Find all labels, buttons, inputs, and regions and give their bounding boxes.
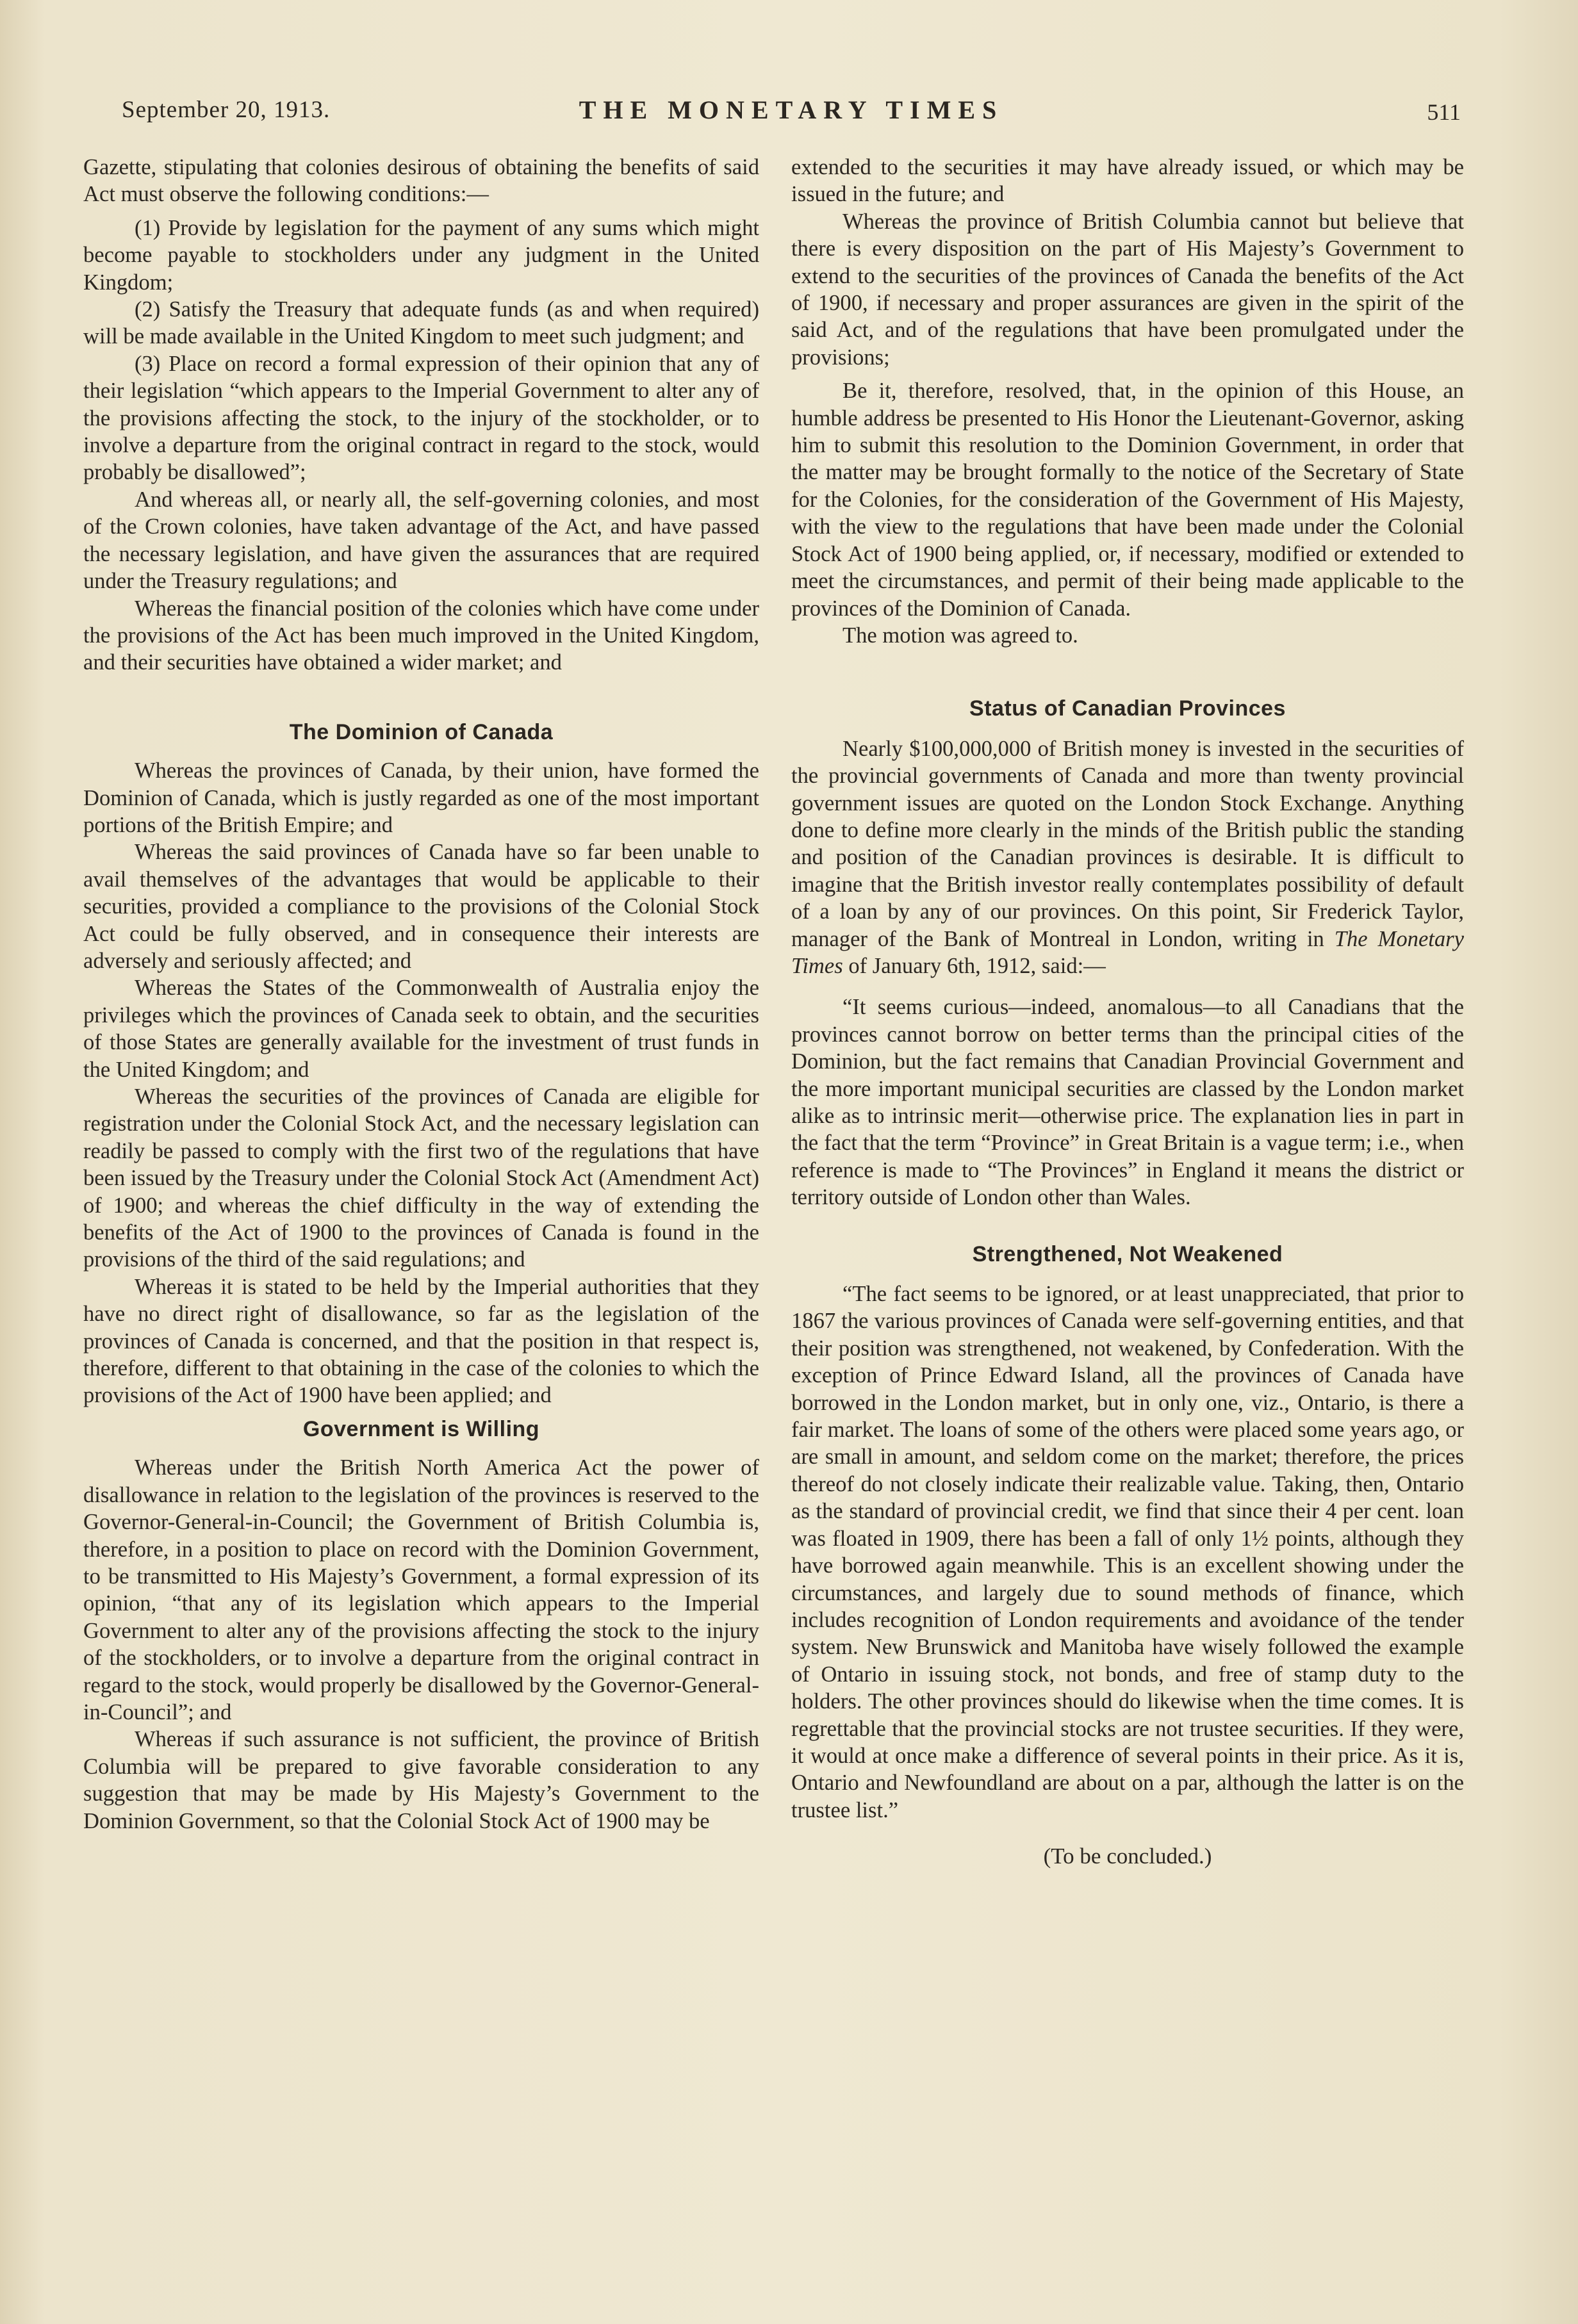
paragraph: Gazette, stipulating that colonies desirous of obtaining the benefits of said Act must observe the following conditions:—	[83, 155, 759, 207]
paragraph: extended to the securities it may have already issued, or which may be issued in the future; and	[791, 155, 1464, 207]
paragraph-text: of January 6th, 1912, said:—	[842, 953, 1106, 978]
paragraph: The motion was agreed to.	[842, 623, 1078, 648]
paragraph-text: Nearly $100,000,000 of British money is invested in the securities of the provincial governments of Canada and more than twenty provincial government issues are quoted on the London Stock Exchange. Anything done to define more clearly in the minds of the British public the standing and position of the Canadian provinces is desirable. It is difficult to imagine that the British investor really contemplates possibility of default of a loan by any of our provinces. On this point, Sir Frederick Taylor, manager of the Bank of Montreal in London, writing in	[791, 736, 1464, 951]
paragraph: Be it, therefore, resolved, that, in the opinion of this House, an humble address be presented to His Honor the Lieutenant-Governor, asking him to submit this resolution to the Dominion Government, in order that the matter may be brought formally to the notice of the Secretary of State for the Colonies, for the consideration of the Government of His Majesty, with the view to the regulations that have been made under the Colonial Stock Act of 1900 being applied, or, if necessary, modified or extended to meet the circumstances, and permit of their being made applicable to the provinces of the Dominion of Canada.	[791, 379, 1464, 621]
paragraph: Whereas under the British North America Act the power of disallowance in relation to the legislation of the provinces is reserved to the Governor-General-in-Council; the Government of British Columbia is, therefore, in a position to place on record with the Dominion Government, to be transmitted to His Majesty’s Government, a formal expression of its opinion, “that any of its legislation which appears to the Imperial Government to alter any of the provisions affecting the stock to the injury of the stockholders, or to involve a departure from the original contract in regard to the stock, would properly be disallowed by the Governor-General-in-Council”; and	[83, 1455, 759, 1724]
paragraph: (1) Provide by legislation for the payment of any sums which might become payable to stockholders under any judgment in the United Kingdom;	[83, 215, 759, 295]
paragraph: (2) Satisfy the Treasury that adequate funds (as and when required) will be made available in the United Kingdom to meet such judgment; and	[83, 297, 759, 349]
paragraph	[791, 735, 1464, 980]
issue-date: September 20, 1913.	[122, 97, 331, 123]
page-number: 511	[1427, 99, 1461, 125]
left-column	[83, 154, 759, 1835]
quoted-paragraph: “It seems curious—indeed, anomalous—to all Canadians that the provinces cannot borrow on better terms than the principal cities of the Dominion, but the fact remains that Canadian Provincial Government and the more important municipal securities are classed by the London market alike as to intrinsic merit—otherwise price. The explanation lies in part in the fact that the term “Province” in Great Britain is a vague term; i.e., when reference is made to “The Provinces” in England it means the district or territory outside of London other than Wales.	[791, 995, 1464, 1210]
page-header	[122, 96, 1461, 141]
paragraph: Whereas the financial position of the colonies which have come under the provisions of the Act has been much improved in the United Kingdom, and their securities have obtained a wider market; and	[83, 596, 759, 675]
publication-title: THE MONETARY TIMES	[579, 95, 1004, 124]
section-heading: Government is Willing	[302, 1416, 540, 1441]
paragraph: Whereas the said provinces of Canada have so far been unable to avail themselves of the advantages that would be applicable to their securities, provided a compliance to the provisions of the Colonial Stock Act could be fully observed, and in consequence their interests are adversely and seriously affected; and	[83, 840, 759, 973]
paragraph: And whereas all, or nearly all, the self-governing colonies, and most of the Crown colonies, have taken advantage of the Act, and have passed the necessary legislation, and have given the assurances that are required under the Treasury regulations; and	[83, 487, 759, 594]
right-column	[791, 154, 1464, 1870]
quoted-paragraph: “The fact seems to be ignored, or at least unappreciated, that prior to 1867 the various provinces of Canada were self-governing entities, and that their position was strengthened, not weakened, by Confederation. With the exception of Prince Edward Island, all the provinces of Canada have borrowed in the London market, but in only one, viz., Ontario, is there a fair market. The loans of some of the others were placed some years ago, or are small in amount, and seldom come on the market; therefore, the prices thereof do not closely indicate their realizable value. Taking, then, Ontario as the standard of provincial credit, we find that since their 4 per cent. loan was floated in 1909, there has been a fall of only 1½ points, although they have borrowed again meanwhile. This is an excellent showing under the circumstances, and largely due to sound methods of finance, which includes recognition of London requirements and avoidance of the tender system. New Brunswick and Manitoba have wisely followed the example of Ontario in issuing stock, not bonds, and free of stamp duty to the holders. The other provinces should do likewise when the time comes. It is regrettable that the provincial stocks are not trustee securities. If they were, it would at once make a difference of several points in their price. As it is, Ontario and Newfoundland are about on a par, although the latter is on the trustee list.”	[791, 1282, 1464, 1822]
paragraph: (3) Place on record a formal expression of their opinion that any of their legislation “which appears to the Imperial Government to alter any of the provisions affecting the stock, to the injury of the stockholder, or to involve a departure from the original contract in regard to the stock, would probably be disallowed”;	[83, 351, 759, 485]
section-heading: Status of Canadian Provinces	[969, 696, 1286, 721]
paragraph: Whereas the securities of the provinces of Canada are eligible for registration under the Colonial Stock Act, and the necessary legislation can readily be passed to comply with the first two of the regulations that have been issued by the Treasury under the Colonial Stock Act (Amendment Act) of 1900; and whereas the chief difficulty in the way of extending the benefits of the Act of 1900 to the provinces of Canada is found in the provisions of the third of the said regulations; and	[83, 1084, 759, 1272]
continuation-note: (To be concluded.)	[1043, 1844, 1212, 1869]
section-heading: The Dominion of Canada	[289, 719, 554, 744]
paragraph: Whereas the provinces of Canada, by their union, have formed the Dominion of Canada, which is justly regarded as one of the most important portions of the British Empire; and	[83, 758, 759, 837]
paragraph: Whereas the States of the Commonwealth of Australia enjoy the privileges which the provinces of Canada seek to obtain, and the securities of those States are generally available for the investment of trust funds in the United Kingdom; and	[83, 976, 759, 1082]
paragraph: Whereas the province of British Columbia cannot but believe that there is every disposition on the part of His Majesty’s Government to extend to the securities of the provinces of Canada the benefits of the Act of 1900, if necessary and proper assurances are given in the spirit of the said Act, and of the regulations that have been promulgated under the provisions;	[791, 209, 1464, 370]
paragraph: Whereas it is stated to be held by the Imperial authorities that they have no direct right of disallowance, so far as the legislation of the provinces of Canada is concerned, and that the position in that respect is, therefore, different to that obtaining in the case of the colonies to which the provisions of the Act of 1900 have been applied; and	[83, 1274, 759, 1408]
paragraph: Whereas if such assurance is not sufficient, the province of British Columbia will be prepared to give favorable consideration to any suggestion that may be made by His Majesty’s Government to the Dominion Government, so that the Colonial Stock Act of 1900 may be	[83, 1727, 759, 1833]
section-heading: Strengthened, Not Weakened	[972, 1241, 1283, 1266]
publication-reference: The Monetary Times	[791, 926, 1464, 978]
